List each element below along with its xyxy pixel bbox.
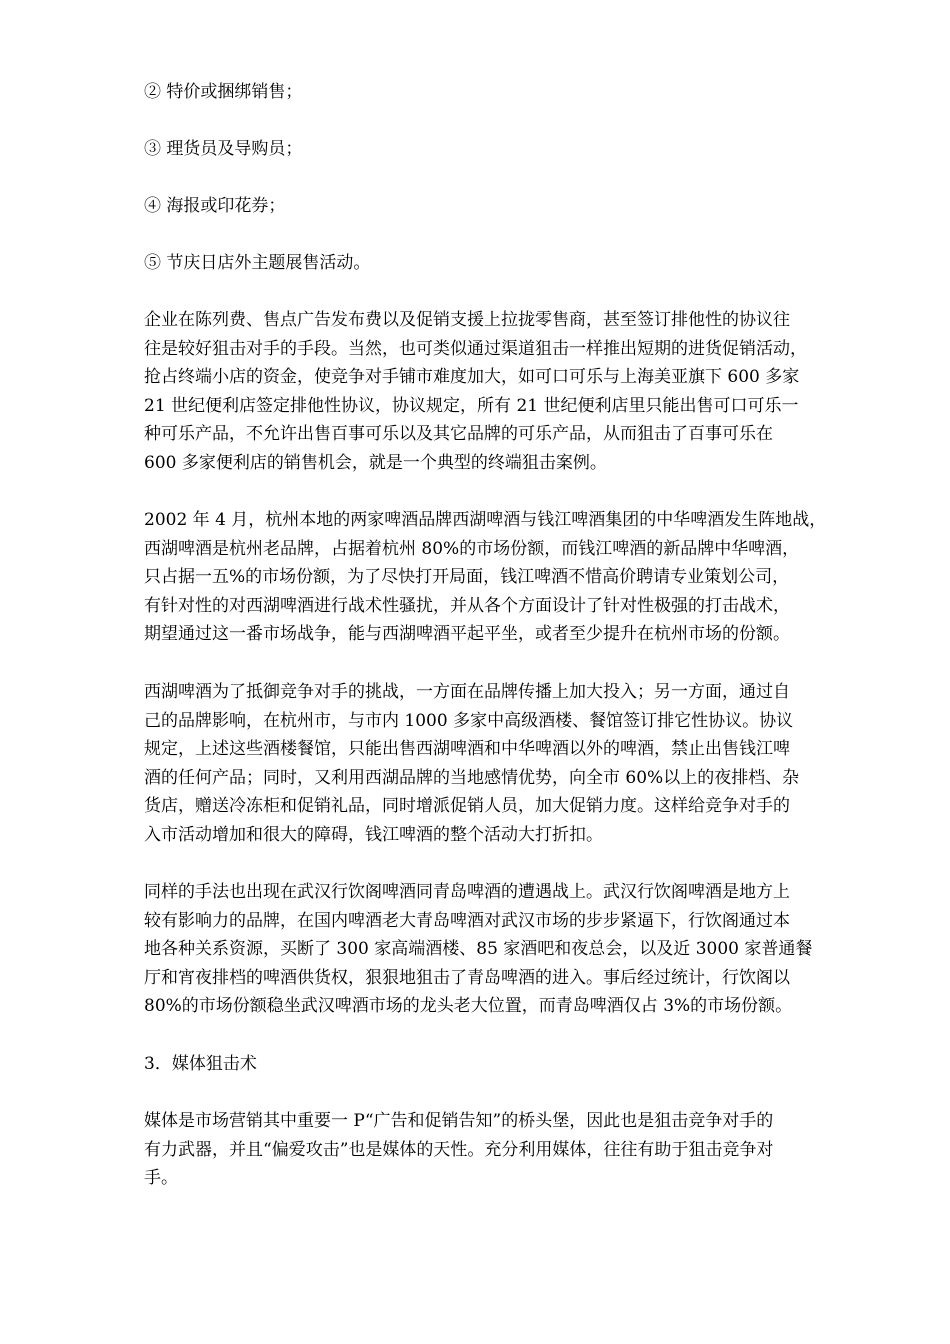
paragraph-line: 80%的市场份额稳坐武汉啤酒市场的龙头老大位置，而青岛啤酒仅占 3%的市场份额。 bbox=[144, 996, 793, 1016]
paragraph-line: 企业在陈列费、售点广告发布费以及促销支援上拉拢零售商，甚至签订排他性的协议往 bbox=[144, 310, 790, 330]
paragraph-line: 西湖啤酒是杭州老品牌，占据着杭州 80%的市场份额，而钱江啤酒的新品牌中华啤酒， bbox=[144, 538, 800, 559]
paragraph-line: 较有影响力的品牌，在国内啤酒老大青岛啤酒对武汉市场的步步紧逼下，行饮阁通过本 bbox=[144, 910, 790, 931]
list-item: ② 特价或捆绑销售； bbox=[144, 82, 303, 102]
paragraph-line: 21 世纪便利店签定排他性协议，协议规定，所有 21 世纪便利店里只能出售可口可乐一 bbox=[144, 395, 799, 416]
paragraph-retail-exclusive bbox=[144, 306, 807, 477]
paragraph-line: 西湖啤酒为了抵御竞争对手的挑战，一方面在品牌传播上加大投入；另一方面，通过自 bbox=[144, 682, 790, 702]
list-item: ⑤ 节庆日店外主题展售活动。 bbox=[144, 253, 371, 273]
paragraph-media bbox=[144, 1107, 773, 1193]
paragraph-line: 规定，上述这些酒楼餐馆，只能出售西湖啤酒和中华啤酒以外的啤酒，禁止出售钱江啤 bbox=[144, 739, 790, 759]
paragraph-line: 期望通过这一番市场战争，能与西湖啤酒平起平坐，或者至少提升在杭州市场的份额。 bbox=[144, 624, 790, 644]
list-item: ④ 海报或印花券； bbox=[144, 196, 286, 216]
paragraph-line: 只占据一五%的市场份额，为了尽快打开局面，钱江啤酒不惜高价聘请专业策划公司， bbox=[144, 567, 790, 587]
paragraph-line: 有力武器，并且“偏爱攻击”也是媒体的天性。充分利用媒体，往往有助于狙击竞争对 bbox=[144, 1139, 774, 1160]
paragraph-line: 抢占终端小店的资金，使竞争对手铺市难度加大，如可口可乐与上海美亚旗下 600 多家 bbox=[144, 367, 800, 387]
paragraph-line: 有针对性的对西湖啤酒进行战术性骚扰，并从各个方面设计了针对性极强的打击战术， bbox=[144, 595, 790, 616]
paragraph-line: 同样的手法也出现在武汉行饮阁啤酒同青岛啤酒的遭遇战上。武汉行饮阁啤酒是地方上 bbox=[144, 882, 790, 902]
paragraph-line: 600 多家便利店的销售机会，就是一个典型的终端狙击案例。 bbox=[144, 452, 607, 473]
paragraph-line: 手。 bbox=[144, 1168, 178, 1188]
paragraph-line: 媒体是市场营销其中重要一 P“广告和促销告知”的桥头堡，因此也是狙击竞争对手的 bbox=[144, 1111, 774, 1131]
list-item: ③ 理货员及导购员； bbox=[144, 139, 303, 159]
paragraph-line: 入市活动增加和很大的障碍，钱江啤酒的整个活动大打折扣。 bbox=[144, 824, 603, 845]
section-heading: 3．媒体狙击术 bbox=[144, 1054, 257, 1074]
paragraph-line: 货店，赠送冷冻柜和促销礼品，同时增派促销人员，加大促销力度。这样给竞争对手的 bbox=[144, 796, 790, 816]
paragraph-line: 往是较好狙击对手的手段。当然，也可类似通过渠道狙击一样推出短期的进货促销活动， bbox=[144, 338, 807, 359]
paragraph-line: 厅和宵夜排档的啤酒供货权，狠狠地狙击了青岛啤酒的进入。事后经过统计，行饮阁以 bbox=[144, 967, 790, 988]
paragraph-line: 种可乐产品，不允许出售百事可乐以及其它品牌的可乐产品，从而狙击了百事可乐在 bbox=[144, 424, 773, 444]
paragraph-xihu-defense bbox=[144, 678, 799, 849]
paragraph-line: 酒的任何产品；同时，又利用西湖品牌的当地感情优势，向全市 60%以上的夜排档、杂 bbox=[144, 767, 800, 788]
paragraph-line: 2002 年 4 月，杭州本地的两家啤酒品牌西湖啤酒与钱江啤酒集团的中华啤酒发生阵地战， bbox=[144, 510, 827, 530]
paragraph-line: 己的品牌影响，在杭州市，与市内 1000 多家中高级酒楼、餐馆签订排它性协议。协议 bbox=[144, 710, 794, 731]
paragraph-hangzhou-beer bbox=[144, 506, 826, 649]
paragraph-wuhan-beer bbox=[144, 878, 812, 1021]
paragraph-line: 地各种关系资源，买断了 300 家高端酒楼、85 家酒吧和夜总会，以及近 3000 家普通餐 bbox=[144, 939, 813, 959]
